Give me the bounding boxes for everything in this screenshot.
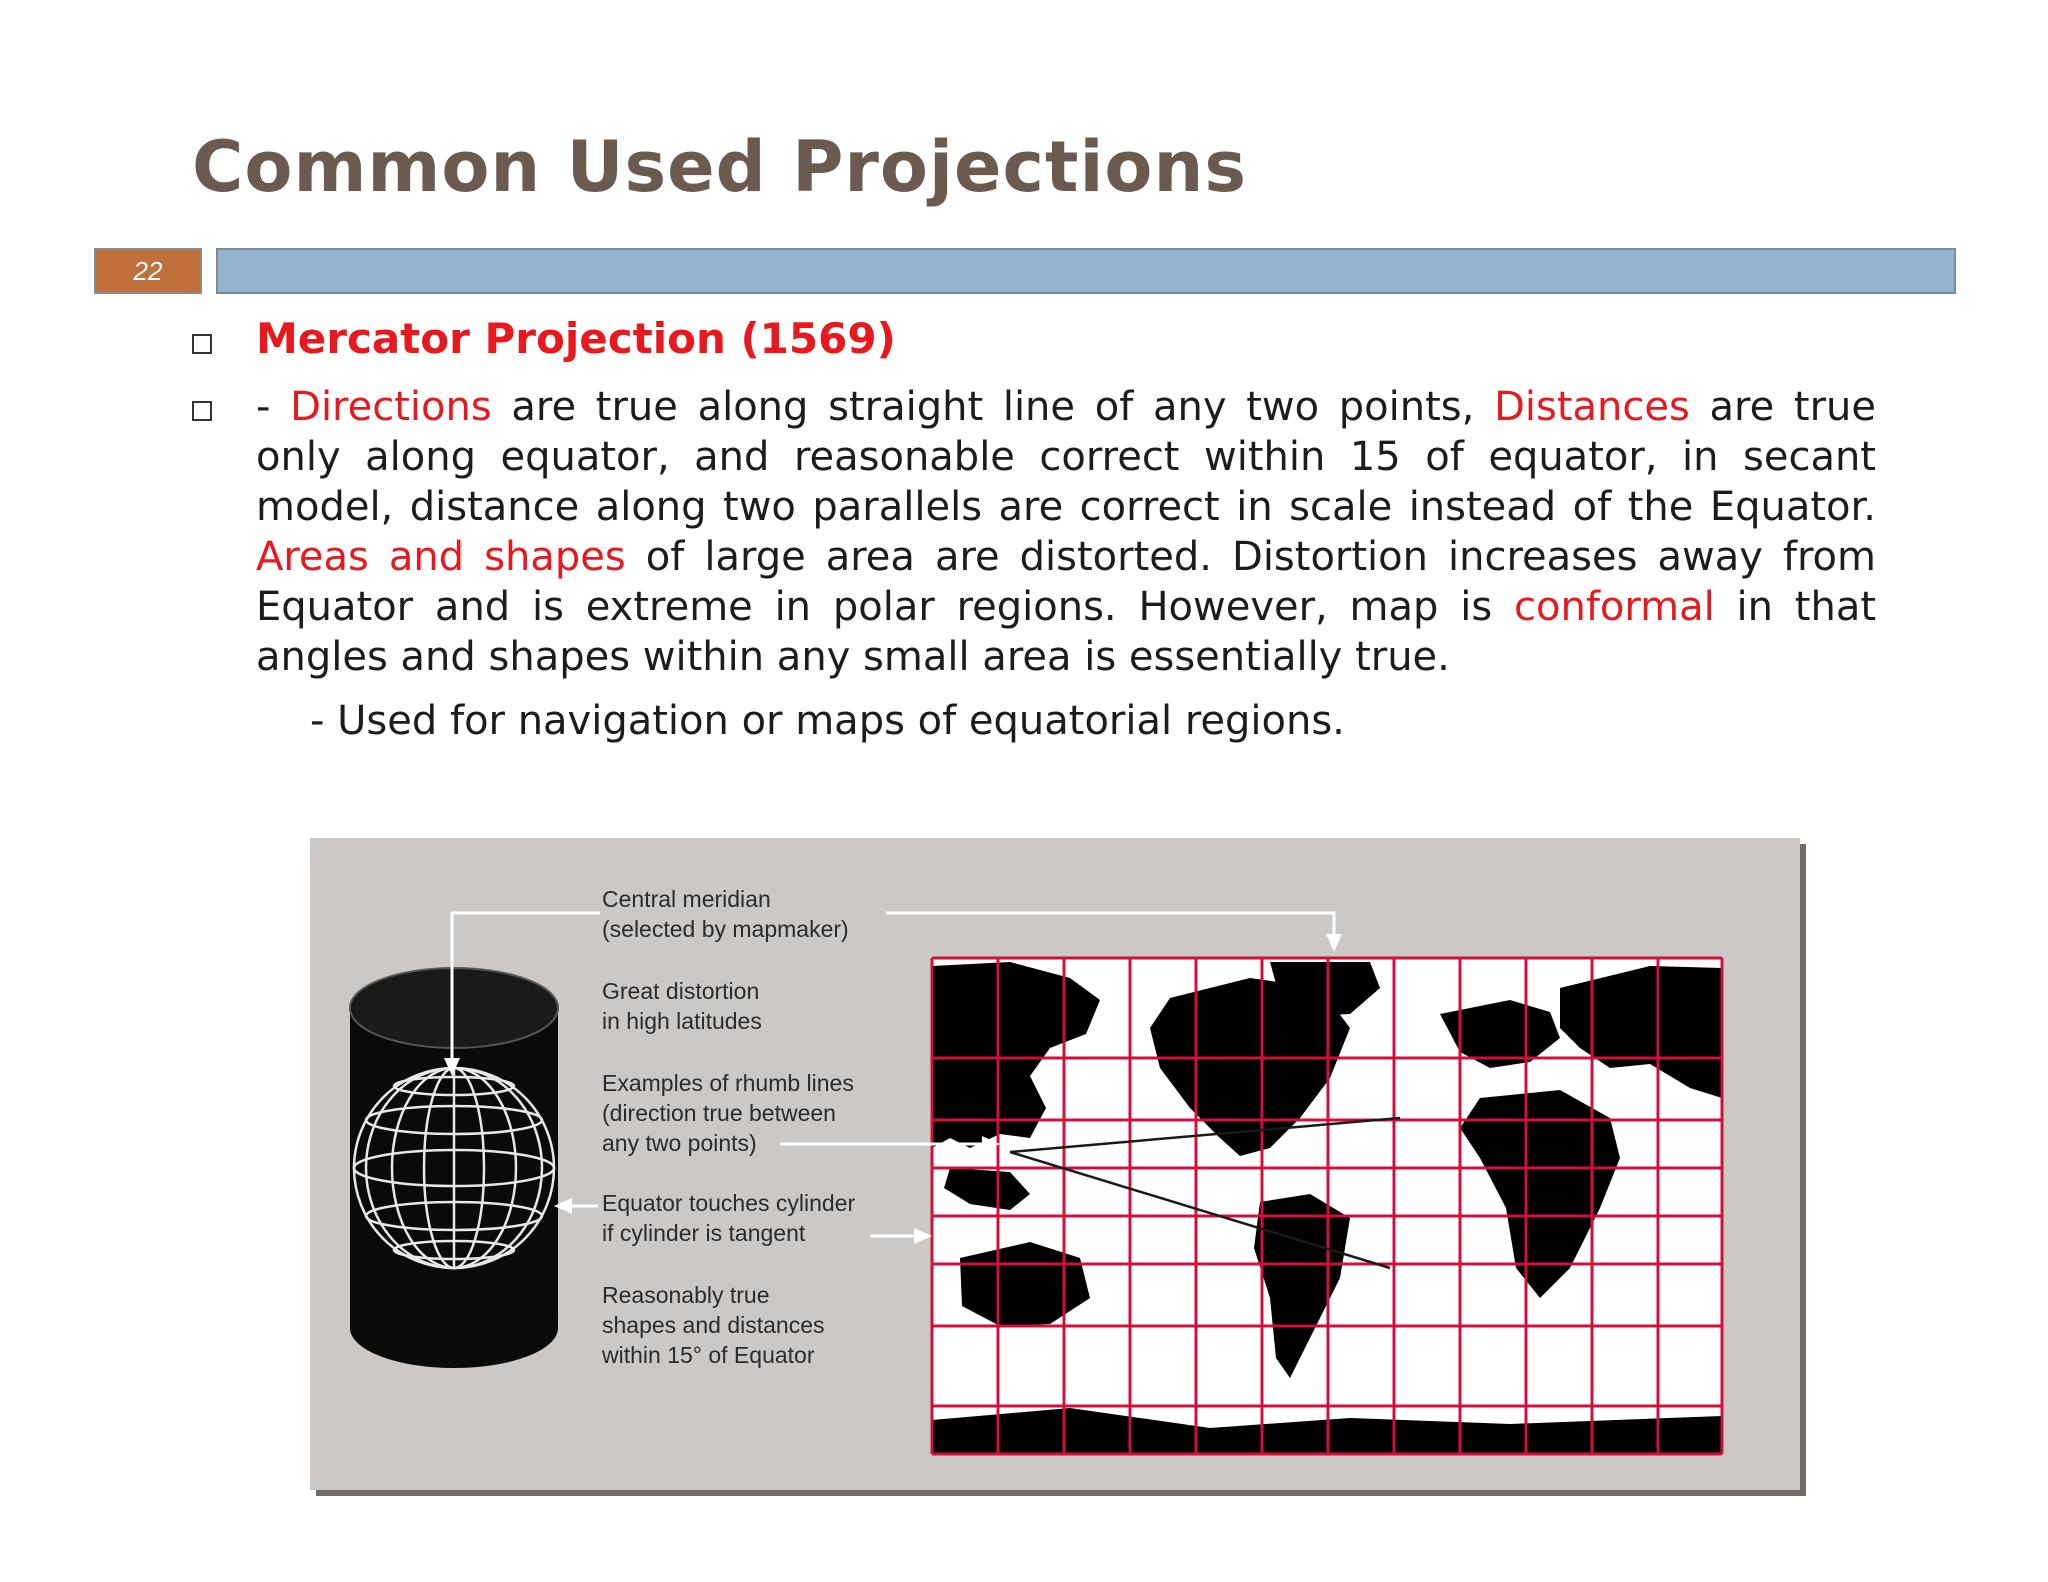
para-text: are true along straight line of any two points, (491, 384, 1495, 430)
world-map (932, 958, 1722, 1454)
bullet-square-icon (192, 334, 212, 354)
para-text: - (256, 384, 291, 430)
mercator-figure (310, 838, 1800, 1490)
mercator-diagram (310, 838, 1800, 1490)
cylinder-illustration (350, 968, 558, 1368)
slide-number: 22 (94, 248, 202, 294)
slide-title: Common Used Projections (192, 126, 1248, 208)
highlight-directions: Directions (290, 384, 492, 430)
bullet-heading: Mercator Projection (1569) (256, 314, 896, 363)
sub-point: - Used for navigation or maps of equatorial regions. (310, 698, 1345, 744)
highlight-distances: Distances (1494, 384, 1690, 430)
label-central-meridian: Central meridian (selected by mapmaker) (602, 886, 849, 942)
label-great-distortion: Great distortion in high latitudes (602, 978, 762, 1034)
para-text: of large area are distorted. Distortion increases away from Equator and is extreme in polar regions. However, map is (256, 534, 1876, 630)
para-text: in that angles and shapes within any small area is essentially true. (256, 584, 1877, 680)
para-text: are true only along equator, and reasonable correct within 15 of equator, in secant model, distance along two parallels are correct in scale instead of the Equator. (256, 384, 1876, 530)
bullet-square-icon (192, 401, 212, 421)
body-paragraph (256, 382, 1876, 682)
label-reasonably-true: Reasonably true shapes and distances within 15° of Equator (602, 1282, 825, 1368)
highlight-areas-shapes: Areas and shapes (256, 534, 626, 580)
highlight-conformal: conformal (1514, 584, 1715, 630)
label-equator-touches: Equator touches cylinder if cylinder is tangent (602, 1190, 856, 1246)
label-rhumb-lines: Examples of rhumb lines (direction true between any two points) (602, 1070, 854, 1156)
title-bar (216, 248, 1956, 294)
